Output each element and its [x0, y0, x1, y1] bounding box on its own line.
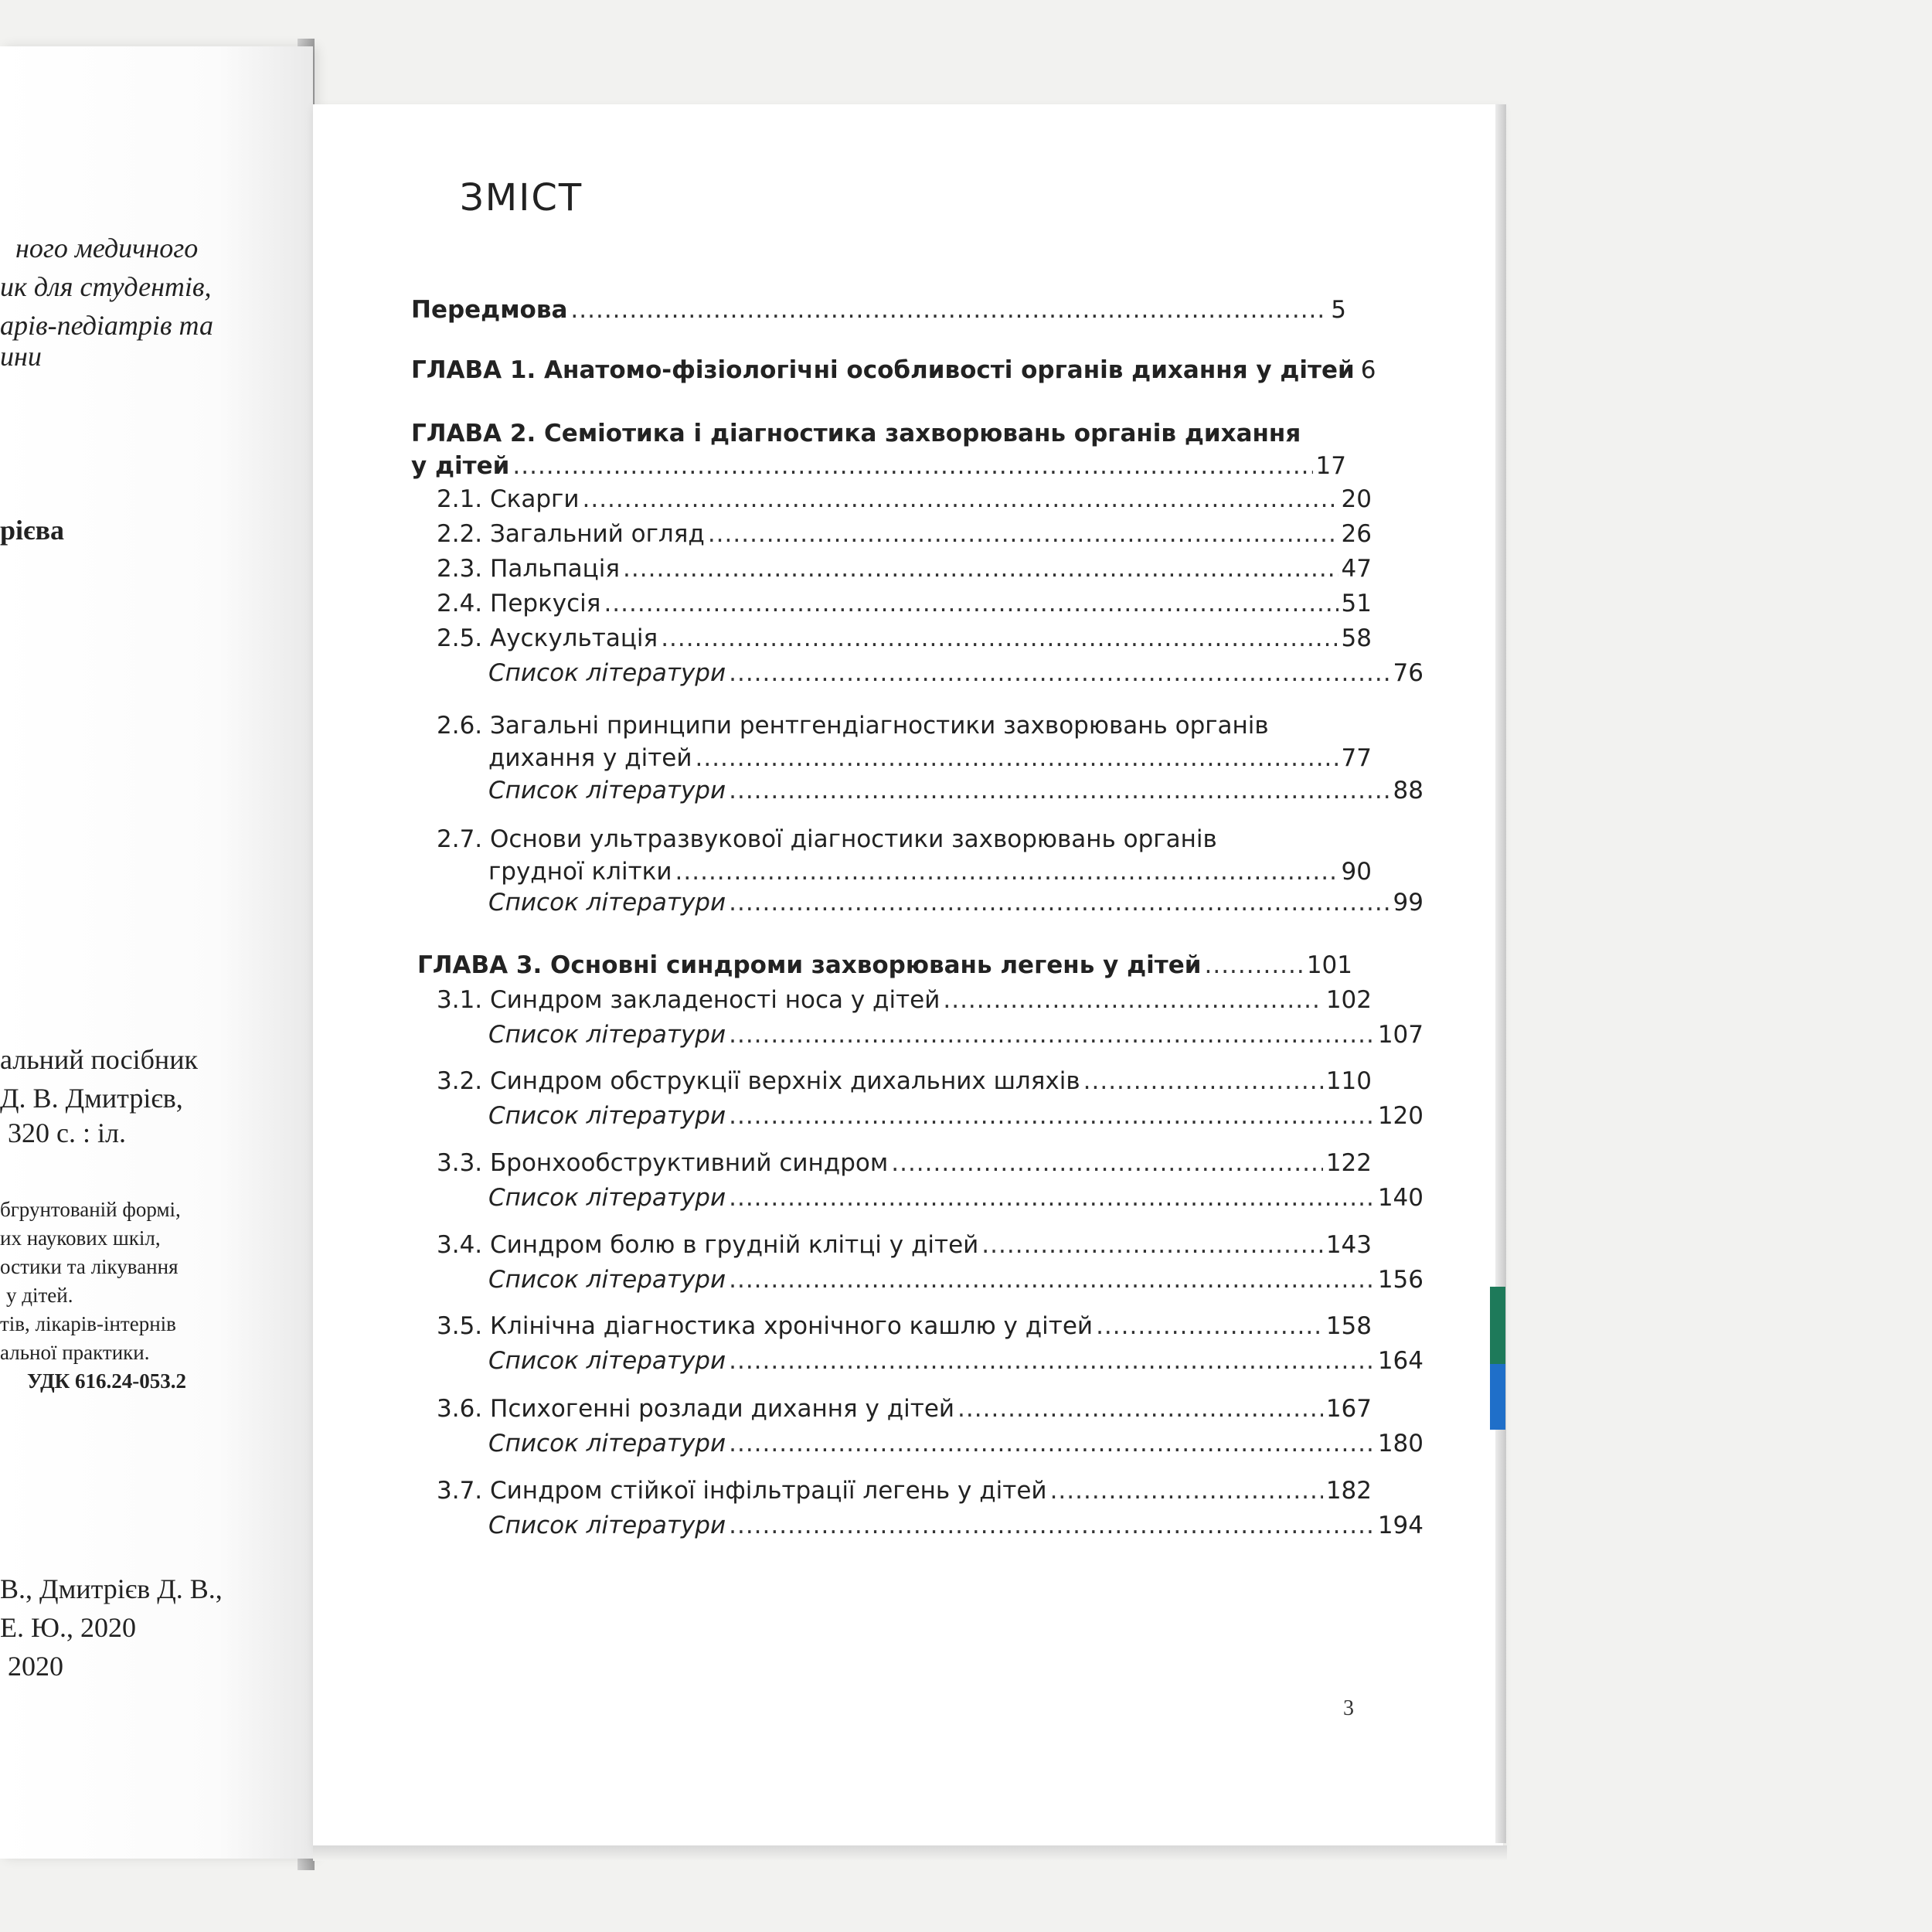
left-page	[0, 46, 313, 1859]
toc-leader	[729, 1182, 1375, 1214]
toc-entry-page: 99	[1393, 889, 1423, 917]
toc-entry-page: 51	[1341, 590, 1372, 617]
toc-entry-label: 2.5. Аускультація	[437, 624, 658, 652]
toc-entry-label-line1: 2.6. Загальні принципи рентгендіагностики захворювань органів	[437, 712, 1269, 740]
toc-entry-2-2	[411, 518, 1372, 550]
toc-leader	[583, 483, 1338, 515]
toc-entry-references	[411, 657, 1423, 689]
toc-entry-label: 3.2. Синдром обструкції верхніх дихальних шляхів	[437, 1067, 1080, 1095]
udk-code: УДК 616.24-053.2	[27, 1369, 186, 1393]
toc-leader	[729, 1345, 1375, 1377]
toc-leader	[1096, 1310, 1323, 1342]
toc-entry-label: 3.7. Синдром стійкої інфільтрації легень у дітей	[437, 1477, 1047, 1505]
left-page-line: альної практики.	[0, 1341, 150, 1364]
toc-entry-3-5	[411, 1310, 1372, 1342]
toc-entry-2-7	[411, 823, 1372, 888]
left-page-line: их наукових шкіл,	[0, 1226, 161, 1250]
toc-entry-label: Список літератури	[488, 1430, 726, 1458]
toc-entry-page: 5	[1331, 296, 1346, 324]
toc-entry-references	[411, 774, 1423, 807]
toc-entry-references	[411, 1509, 1423, 1542]
toc-leader	[729, 1019, 1375, 1051]
toc-entry-references	[411, 1345, 1423, 1377]
toc-entry-label: Список літератури	[488, 777, 726, 804]
toc-leader	[661, 622, 1338, 655]
left-page-line: В., Дмитрієв Д. В.,	[0, 1573, 223, 1604]
toc-leader	[696, 742, 1338, 774]
toc-entry-3-3	[411, 1147, 1372, 1179]
left-page-line: арів-педіатрів та	[0, 310, 213, 341]
toc-entry-page: 182	[1325, 1477, 1372, 1505]
toc-leader	[729, 1100, 1375, 1132]
left-page-line: 2020	[8, 1651, 63, 1682]
toc-leader	[675, 855, 1338, 888]
toc-entry-label: Список літератури	[488, 1512, 726, 1539]
toc-leader	[1083, 1065, 1323, 1097]
toc-entry-label: 3.1. Синдром закладеності носа у дітей	[437, 986, 940, 1014]
toc-entry-page: 6	[1360, 356, 1376, 384]
toc-entry-label: Список літератури	[488, 1102, 726, 1130]
toc-entry-page: 140	[1377, 1184, 1423, 1212]
toc-entry-page: 158	[1325, 1312, 1372, 1340]
toc-entry-label: Список літератури	[488, 1021, 726, 1049]
left-page-line: тів, лікарів-інтернів	[0, 1312, 176, 1335]
toc-entry-page: 76	[1393, 659, 1423, 687]
toc-entry-page: 101	[1306, 951, 1352, 979]
toc-title: ЗМІСТ	[460, 176, 583, 219]
toc-leader	[729, 886, 1389, 919]
left-page-line: ини	[0, 341, 42, 372]
toc-leader	[729, 1509, 1375, 1542]
toc-leader	[729, 774, 1389, 807]
toc-entry-3-7	[411, 1475, 1372, 1507]
toc-entry-page: 107	[1377, 1021, 1423, 1049]
toc-entry-page: 20	[1341, 485, 1372, 513]
toc-entry-references	[411, 886, 1423, 919]
toc-leader	[1050, 1475, 1323, 1507]
toc-entry-label: Список літератури	[488, 1184, 726, 1212]
toc-entry-chapter-3	[417, 949, 1352, 981]
page-shadow	[313, 1845, 1507, 1861]
left-page-line: бгрунтованій формі,	[0, 1198, 181, 1221]
toc-entry-page: 58	[1341, 624, 1372, 652]
toc-entry-label: ГЛАВА 1. Анатомо-фізіологічні особливості органів дихання у дітей	[411, 356, 1355, 384]
toc-entry-label: Список літератури	[488, 1266, 726, 1294]
toc-entry-label: 2.4. Перкусія	[437, 590, 601, 617]
left-page-line: ного медичного	[15, 233, 199, 264]
toc-entry-page: 156	[1377, 1266, 1423, 1294]
page-edge	[1495, 104, 1506, 1843]
toc-entry-references	[411, 1100, 1423, 1132]
left-page-line: ик для студентів,	[0, 271, 212, 302]
page-number: 3	[1343, 1696, 1354, 1720]
toc-entry-label: ГЛАВА 3. Основні синдроми захворювань легень у дітей	[417, 951, 1202, 979]
toc-leader	[729, 1264, 1375, 1296]
toc-entry-chapter-2	[411, 417, 1346, 482]
toc-entry-references	[411, 1019, 1423, 1051]
toc-entry-2-3	[411, 553, 1372, 585]
left-page-line: 320 с. : іл.	[8, 1117, 126, 1148]
toc-entry-page: 194	[1377, 1512, 1423, 1539]
toc-entry-label: 3.6. Психогенні розлади дихання у дітей	[437, 1395, 955, 1423]
left-page-line: Д. В. Дмитрієв,	[0, 1083, 183, 1114]
toc-leader	[1205, 949, 1304, 981]
toc-leader	[943, 984, 1322, 1016]
section-tab-green	[1490, 1287, 1505, 1364]
left-page-line: у дітей.	[6, 1284, 73, 1307]
toc-entry-label: грудної клітки	[488, 858, 672, 886]
toc-entry-page: 180	[1377, 1430, 1423, 1458]
toc-entry-3-1	[411, 984, 1372, 1016]
toc-leader	[729, 657, 1389, 689]
toc-entry-2-5	[411, 622, 1372, 655]
toc-leader	[623, 553, 1338, 585]
toc-leader	[604, 587, 1338, 620]
toc-entry-label: Список літератури	[488, 1347, 726, 1375]
toc-entry-label-line1: ГЛАВА 2. Семіотика і діагностика захворювань органів дихання	[411, 420, 1301, 447]
toc-entry-2-1	[411, 483, 1372, 515]
toc-entry-3-2	[411, 1065, 1372, 1097]
toc-leader	[570, 294, 1328, 326]
toc-entry-page: 90	[1341, 858, 1372, 886]
toc-entry-label: дихання у дітей	[488, 744, 692, 772]
section-tab-blue	[1490, 1364, 1505, 1430]
toc-entry-3-4	[411, 1229, 1372, 1261]
toc-entry-2-6	[411, 709, 1372, 774]
toc-leader	[708, 518, 1338, 550]
toc-leader	[957, 1393, 1323, 1425]
toc-entry-page: 47	[1341, 555, 1372, 583]
toc-entry-label: 2.1. Скарги	[437, 485, 580, 513]
toc-entry-page: 26	[1341, 520, 1372, 548]
toc-entry-label: Список літератури	[488, 659, 726, 687]
left-page-line: Е. Ю., 2020	[0, 1612, 136, 1643]
toc-entry-chapter-1	[411, 354, 1376, 386]
toc-leader	[891, 1147, 1323, 1179]
toc-entry-label: Передмова	[411, 296, 568, 324]
toc-entry-page: 88	[1393, 777, 1423, 804]
left-page-line: остики та лікування	[0, 1255, 179, 1278]
toc-entry-label: Список літератури	[488, 889, 726, 917]
toc-entry-page: 167	[1325, 1395, 1372, 1423]
toc-entry-label: 3.4. Синдром болю в грудній клітці у дітей	[437, 1231, 979, 1259]
toc-entry-references	[411, 1182, 1423, 1214]
toc-entry-page: 122	[1325, 1149, 1372, 1177]
toc-entry-page: 77	[1341, 744, 1372, 772]
toc-entry-page: 120	[1377, 1102, 1423, 1130]
toc-entry-page: 110	[1325, 1067, 1372, 1095]
toc-entry-preface	[411, 294, 1346, 326]
toc-leader	[981, 1229, 1323, 1261]
toc-entry-page: 17	[1315, 452, 1346, 480]
left-page-line: альний посібник	[0, 1044, 198, 1075]
toc-entry-label: 2.2. Загальний огляд	[437, 520, 705, 548]
toc-entry-references	[411, 1427, 1423, 1460]
toc-entry-page: 102	[1325, 986, 1372, 1014]
toc-entry-label: 3.3. Бронхообструктивний синдром	[437, 1149, 889, 1177]
toc-entry-page: 143	[1325, 1231, 1372, 1259]
left-page-author: рієва	[0, 515, 65, 546]
toc-entry-references	[411, 1264, 1423, 1296]
toc-entry-label: 2.3. Пальпація	[437, 555, 621, 583]
toc-entry-2-4	[411, 587, 1372, 620]
toc-leader	[512, 450, 1312, 482]
toc-entry-page: 164	[1377, 1347, 1423, 1375]
toc-leader	[729, 1427, 1375, 1460]
toc-entry-label: у дітей	[411, 452, 510, 480]
toc-entry-label: 3.5. Клінічна діагностика хронічного кашлю у дітей	[437, 1312, 1094, 1340]
toc-entry-label-line1: 2.7. Основи ультразвукової діагностики захворювань органів	[437, 825, 1217, 853]
toc-entry-3-6	[411, 1393, 1372, 1425]
